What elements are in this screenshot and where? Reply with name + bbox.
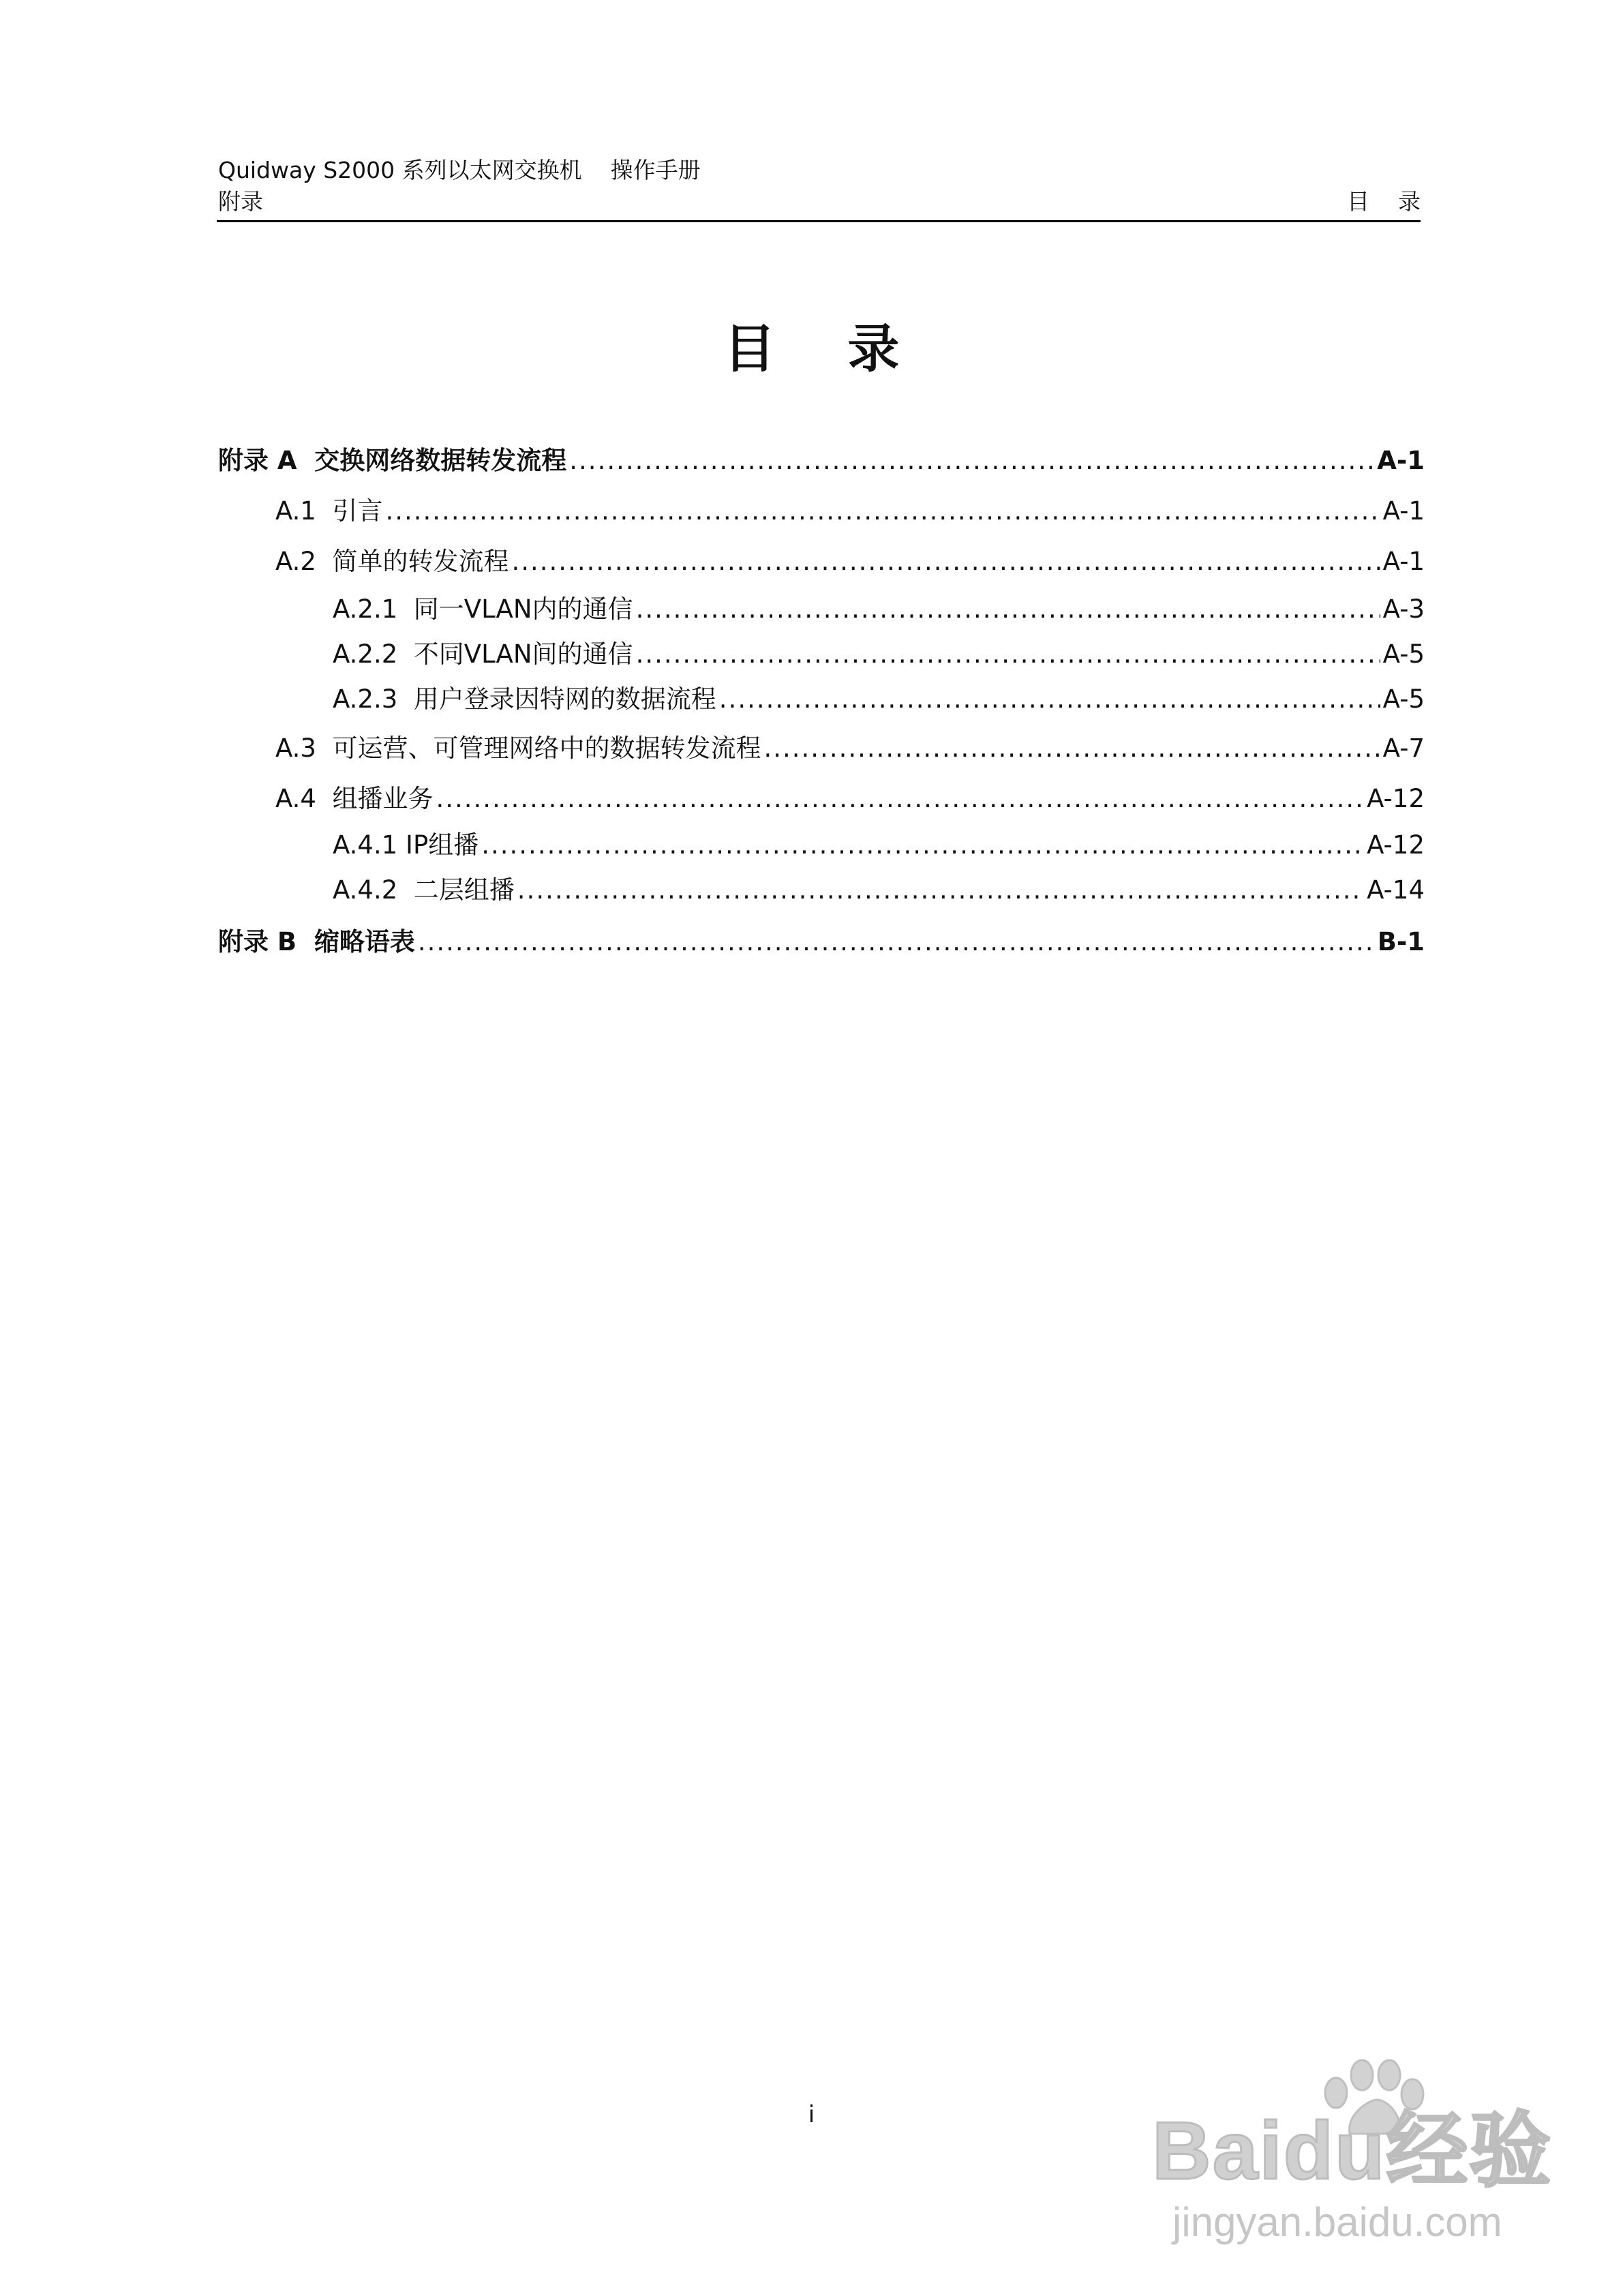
toc-entry-page: A-1 [1382, 547, 1425, 576]
toc-entry-label: A.4 组播业务 [275, 784, 434, 813]
toc-entry-a1[interactable] [218, 495, 1425, 528]
toc-entry-page: A-12 [1367, 784, 1425, 813]
toc-entry-page: A-3 [1382, 594, 1425, 624]
toc-leader-dots [763, 732, 1380, 765]
header-rule [217, 220, 1421, 222]
toc-entry-label: A.3 可运营、可管理网络中的数据转发流程 [275, 734, 761, 763]
manual-title: Quidway S2000 系列以太网交换机 操作手册 [218, 157, 701, 183]
toc-leader-dots [512, 545, 1380, 578]
table-of-contents [218, 444, 1425, 958]
toc-entry-a21[interactable] [218, 593, 1425, 626]
baidu-watermark [1152, 2059, 1561, 2250]
toc-entry-label: A.4.2 二层组播 [333, 875, 515, 905]
toc-entry-appendix-a[interactable] [218, 444, 1425, 477]
toc-entry-a4[interactable] [218, 783, 1425, 815]
page-title: 目 录 [723, 318, 900, 379]
toc-entry-page: A-7 [1382, 734, 1425, 763]
toc-entry-a23[interactable] [218, 683, 1425, 716]
toc-leader-dots [517, 874, 1364, 907]
toc-entry-page: A-14 [1367, 875, 1425, 905]
toc-entry-appendix-b[interactable] [218, 926, 1425, 958]
page-number: i [808, 2101, 815, 2128]
toc-entry-page: A-12 [1367, 830, 1425, 860]
toc-entry-a22[interactable] [218, 638, 1425, 671]
toc-leader-dots [636, 638, 1380, 671]
toc-entry-a2[interactable] [218, 545, 1425, 578]
watermark-brand: Baidu经验 [1152, 2105, 1553, 2196]
header-section-left: 附录 [218, 188, 263, 215]
toc-leader-dots [719, 683, 1380, 716]
toc-entry-label: A.2.1 同一VLAN内的通信 [333, 594, 633, 624]
toc-leader-dots [386, 495, 1380, 528]
toc-entry-label: A.2.2 不同VLAN间的通信 [333, 639, 633, 669]
toc-entry-label: A.2 简单的转发流程 [275, 547, 509, 576]
toc-entry-page: A-5 [1382, 639, 1425, 669]
toc-entry-a3[interactable] [218, 732, 1425, 765]
toc-entry-label: A.1 引言 [275, 496, 383, 526]
toc-entry-label: A.2.3 用户登录因特网的数据流程 [333, 684, 716, 714]
header-section-right: 目 录 [1347, 188, 1421, 215]
toc-entry-page: B-1 [1377, 927, 1425, 956]
toc-entry-label: 附录 B 缩略语表 [218, 927, 415, 956]
toc-leader-dots [636, 593, 1380, 626]
toc-entry-label: 附录 A 交换网络数据转发流程 [218, 446, 567, 475]
toc-leader-dots [481, 829, 1364, 862]
toc-leader-dots [569, 444, 1374, 477]
toc-entry-page: A-5 [1382, 684, 1425, 714]
toc-entry-page: A-1 [1382, 496, 1425, 526]
toc-entry-page: A-1 [1377, 446, 1425, 475]
toc-leader-dots [418, 926, 1375, 958]
watermark-url: jingyan.baidu.com [1172, 2199, 1502, 2245]
toc-leader-dots [436, 783, 1365, 815]
toc-entry-a41[interactable] [218, 829, 1425, 862]
toc-entry-a42[interactable] [218, 874, 1425, 907]
toc-entry-label: A.4.1 IP组播 [333, 830, 479, 860]
